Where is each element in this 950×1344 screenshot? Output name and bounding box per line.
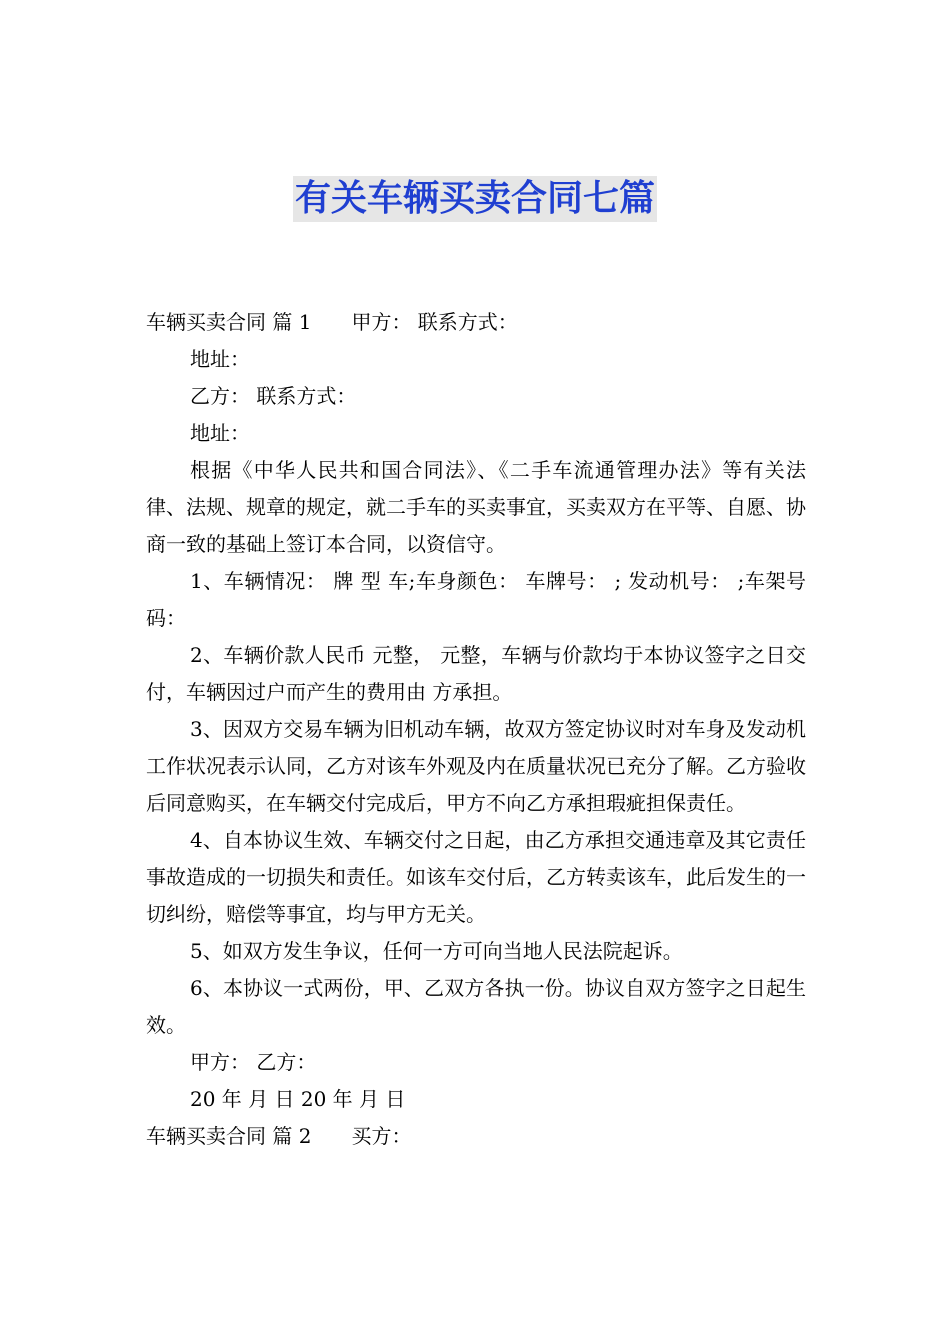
section-2-party-line: 买方： [351, 1124, 412, 1148]
paragraph-clause-6: 6、本协议一式两份，甲、乙双方各执一份。协议自双方签字之日起生效。 [146, 976, 806, 1037]
section-2-heading: 车辆买卖合同 篇 2 [146, 1124, 312, 1148]
section-1-party-line: 甲方： 联系方式： [351, 310, 518, 334]
document-body [146, 304, 806, 1155]
title-container [0, 176, 950, 222]
section-1-heading-line [146, 304, 806, 341]
paragraph-clause-5: 5、如双方发生争议，任何一方可向当地人民法院起诉。 [190, 939, 683, 963]
paragraph-address-b: 地址： [190, 421, 250, 445]
paragraph-signatures: 甲方： 乙方： [190, 1050, 317, 1074]
paragraph-clause-2: 2、车辆价款人民币 元整， 元整，车辆与价款均于本协议签字之日交付，车辆因过户而产生的费用由 方承担。 [146, 643, 806, 704]
paragraph-clause-3: 3、因双方交易车辆为旧机动车辆，故双方签定协议时对车身及发动机工作状况表示认同，乙方对该车外观及内在质量状况已充分了解。乙方验收后同意购买，在车辆交付完成后，甲方不向乙方承担瑕疵担保责任。 [146, 717, 806, 815]
paragraph-address-a: 地址： [190, 347, 250, 371]
paragraph-dates: 20 年 月 日 20 年 月 日 [190, 1087, 406, 1111]
paragraph-clause-1: 1、车辆情况： 牌 型 车;车身颜色： 车牌号： ; 发动机号： ;车架号码： [146, 569, 806, 630]
paragraph-party-b: 乙方： 联系方式： [190, 384, 357, 408]
document-title: 有关车辆买卖合同七篇 [293, 176, 657, 222]
section-1-heading: 车辆买卖合同 篇 1 [146, 310, 312, 334]
paragraph-clause-4: 4、自本协议生效、车辆交付之日起，由乙方承担交通违章及其它责任事故造成的一切损失和责任。如该车交付后，乙方转卖该车，此后发生的一切纠纷，赔偿等事宜，均与甲方无关。 [146, 828, 806, 926]
section-2-heading-line [146, 1118, 806, 1155]
paragraph-preamble: 根据《中华人民共和国合同法》、《二手车流通管理办法》等有关法律、法规、规章的规定，就二手车的买卖事宜，买卖双方在平等、自愿、协商一致的基础上签订本合同，以资信守。 [146, 458, 806, 556]
